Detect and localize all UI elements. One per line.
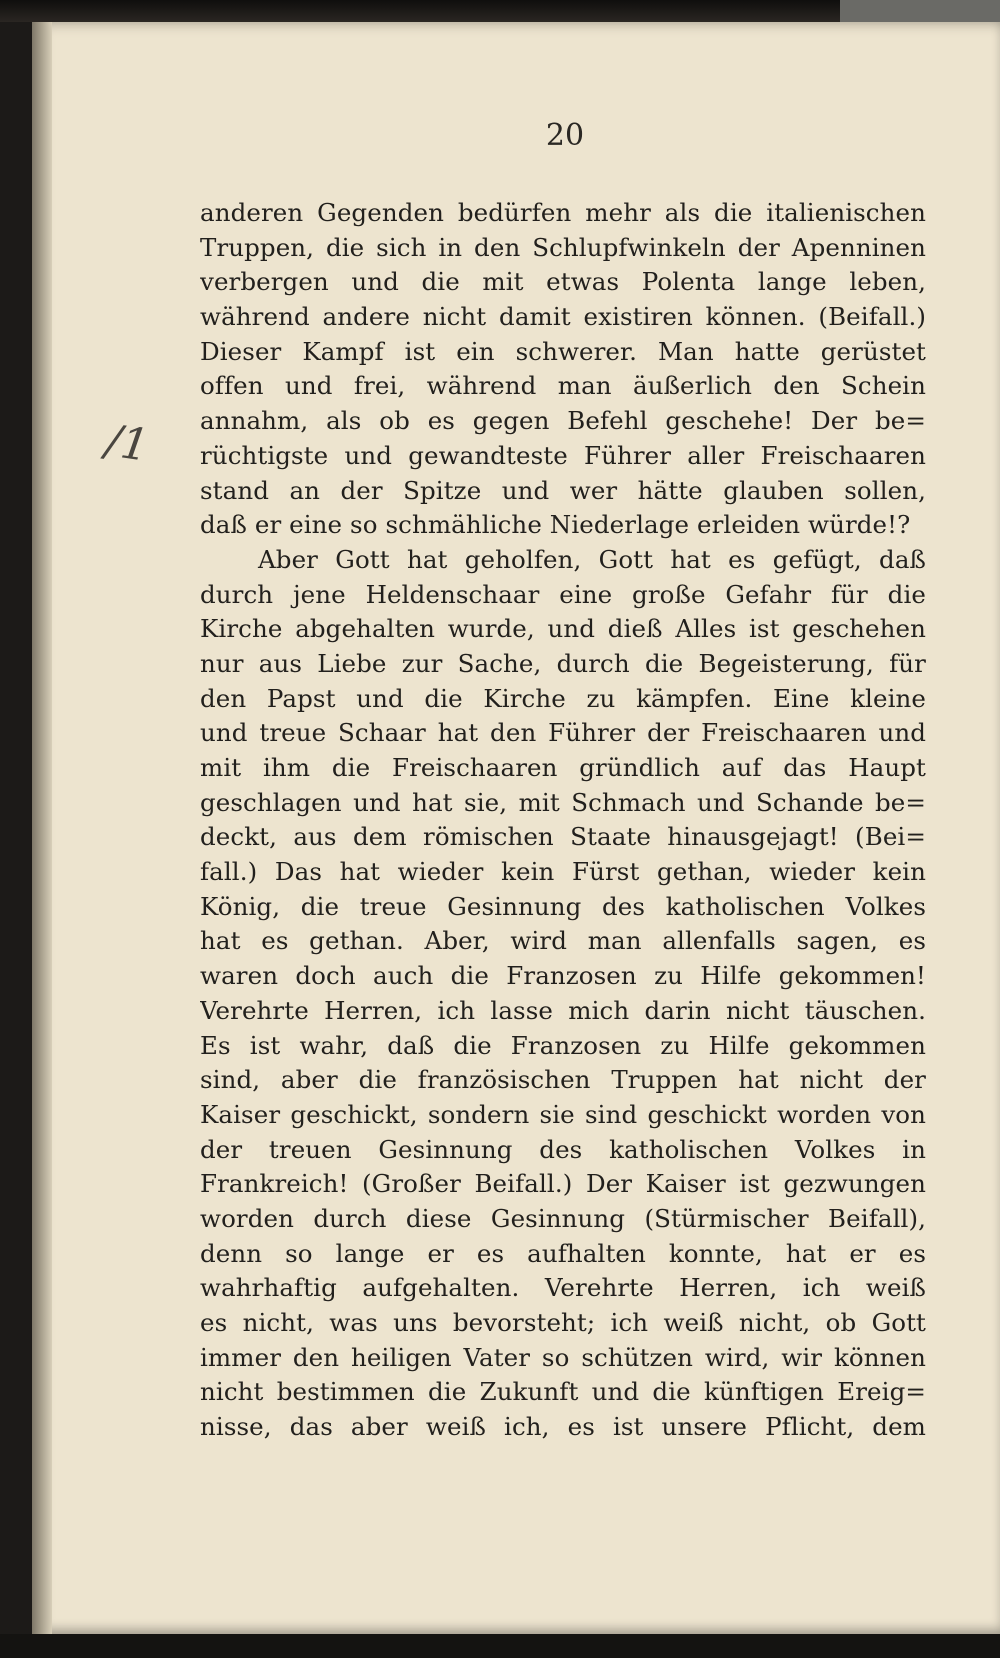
text-line: durch jene Heldenschaar eine große Gefahr für die	[200, 579, 926, 609]
text-line: während andere nicht damit existiren können. (Beifall.)	[200, 302, 926, 332]
text-line: verbergen und die mit etwas Polenta lange leben,	[200, 267, 926, 297]
scan-background-bottom	[0, 1634, 1000, 1658]
text-line: den Papst und die Kirche zu kämpfen. Eine kleine	[200, 683, 926, 713]
text-line: der treuen Gesinnung des katholischen Volkes in	[200, 1134, 926, 1164]
text-line: es nicht, was uns bevorsteht; ich weiß nicht, ob Gott	[200, 1308, 926, 1337]
text-line: Kirche abgehalten wurde, und dieß Alles ist geschehen	[200, 614, 926, 644]
text-line: waren doch auch die Franzosen zu Hilfe gekommen!	[200, 961, 926, 991]
text-line: anderen Gegenden bedürfen mehr als die italienischen	[200, 198, 926, 227]
scan-background-corner	[840, 0, 1000, 22]
text-line: immer den heiligen Vater so schützen wird, wir können	[200, 1342, 926, 1372]
text-line: denn so lange er es aufhalten konnte, hat er es	[200, 1238, 926, 1268]
text-line: Truppen, die sich in den Schlupfwinkeln der Apenninen	[200, 232, 926, 262]
text-line: Dieser Kampf ist ein schwerer. Man hatte gerüstet	[200, 336, 926, 366]
page-gutter-shadow	[32, 22, 52, 1634]
text-line: rüchtigste und gewandteste Führer aller Freischaaren	[200, 440, 926, 470]
text-line: mit ihm die Freischaaren gründlich auf das Haupt	[200, 753, 926, 782]
text-line: worden durch diese Gesinnung (Stürmischer Beifall),	[200, 1203, 926, 1233]
text-line: nur aus Liebe zur Sache, durch die Begeisterung, für	[200, 648, 926, 678]
text-line: Es ist wahr, daß die Franzosen zu Hilfe gekommen	[200, 1030, 926, 1060]
text-line: König, die treue Gesinnung des katholischen Volkes	[200, 891, 926, 921]
text-line: Verehrte Herren, ich lasse mich darin nicht täuschen.	[200, 995, 926, 1025]
text-line: hat es gethan. Aber, wird man allenfalls sagen, es	[200, 926, 926, 956]
text-line: daß er eine so schmähliche Niederlage erleiden würde!?	[200, 510, 911, 540]
text-line: geschlagen und hat sie, mit Schmach und Schande be=	[200, 787, 926, 817]
handwritten-margin-note: /1	[102, 415, 153, 472]
text-line: sind, aber die französischen Truppen hat nicht der	[200, 1065, 926, 1095]
text-line: deckt, aus dem römischen Staate hinausgejagt! (Bei=	[200, 822, 926, 852]
text-line-paragraph-start: Aber Gott hat geholfen, Gott hat es gefügt, daß	[258, 544, 926, 574]
text-line: wahrhaftig aufgehalten. Verehrte Herren, ich weiß	[200, 1273, 926, 1303]
text-line: nicht bestimmen die Zukunft und die künftigen Ereig=	[200, 1377, 926, 1407]
page-number: 20	[545, 118, 585, 153]
text-line: stand an der Spitze und wer hätte glauben sollen,	[200, 475, 926, 505]
text-line: Kaiser geschickt, sondern sie sind geschickt worden von	[200, 1099, 926, 1129]
text-line: und treue Schaar hat den Führer der Freischaaren und	[200, 718, 926, 748]
text-line: fall.) Das hat wieder kein Fürst gethan, wieder kein	[200, 857, 926, 887]
body-text	[200, 196, 926, 1445]
text-line: offen und frei, während man äußerlich den Schein	[200, 371, 926, 401]
text-line: Frankreich! (Großer Beifall.) Der Kaiser ist gezwungen	[200, 1169, 926, 1199]
text-line: annahm, als ob es gegen Befehl geschehe! Der be=	[200, 406, 926, 436]
text-line: nisse, das aber weiß ich, es ist unsere Pflicht, dem	[200, 1412, 926, 1442]
